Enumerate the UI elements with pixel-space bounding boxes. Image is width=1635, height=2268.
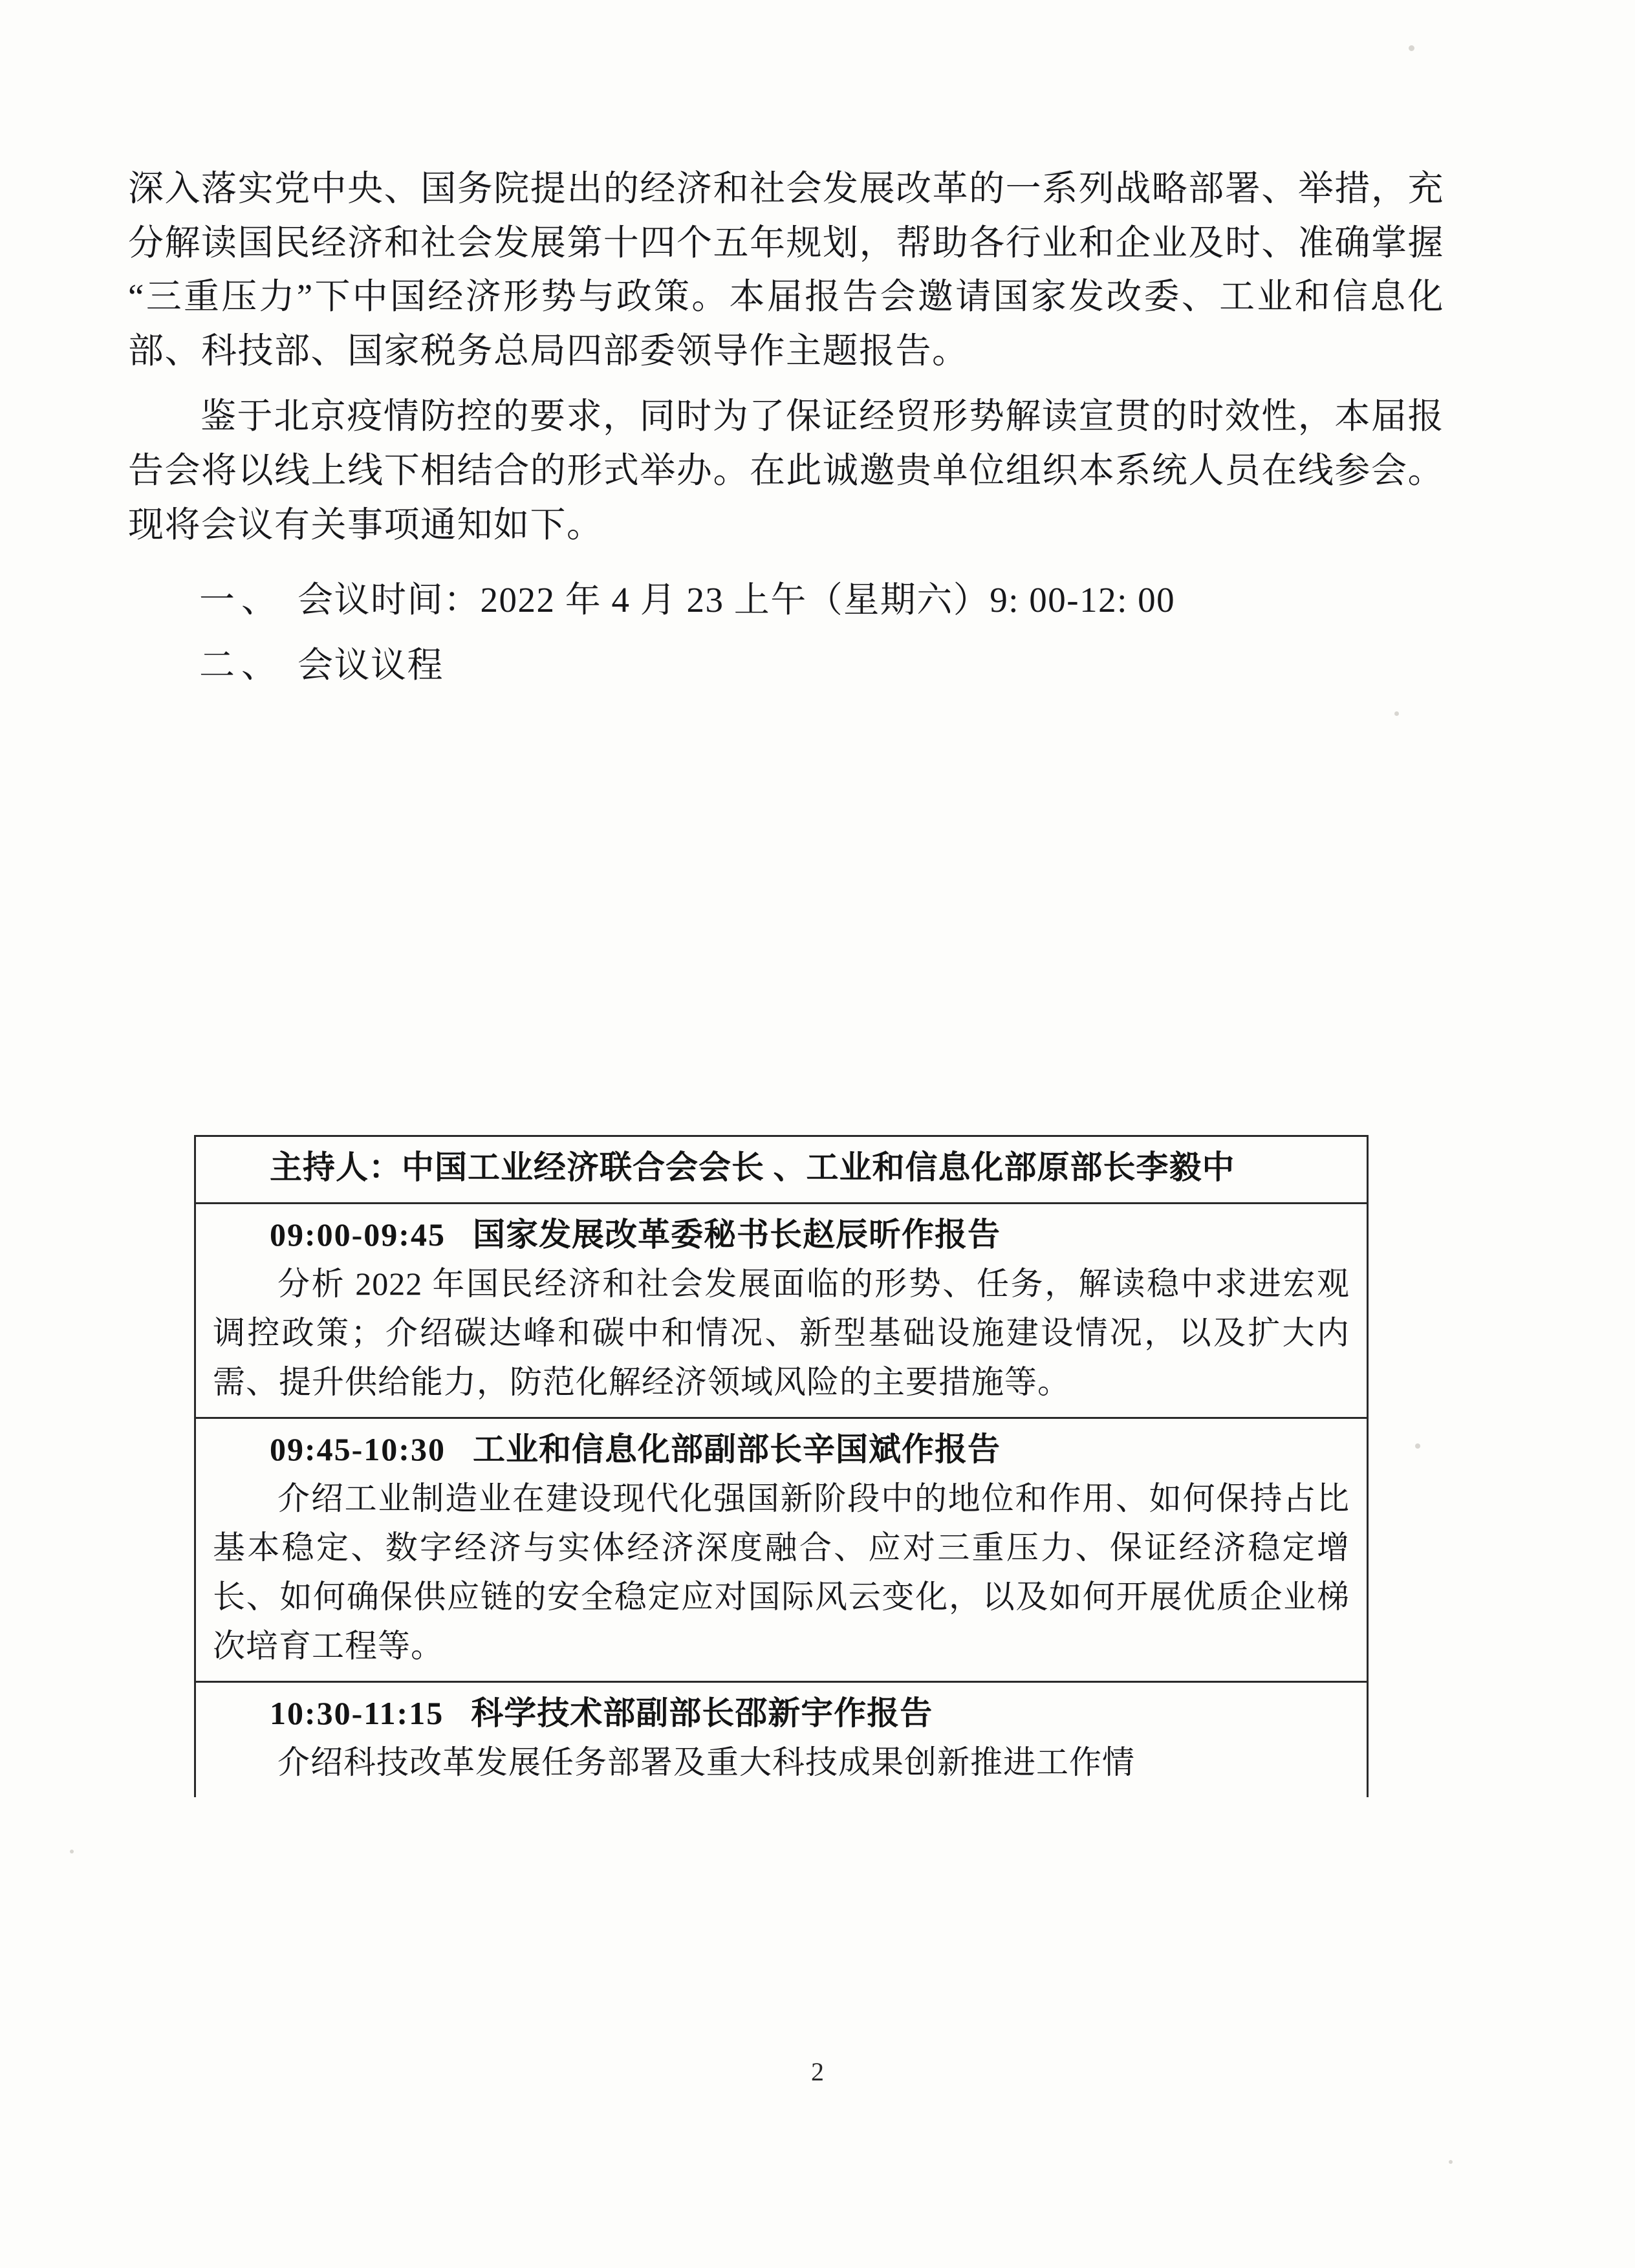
scan-speck (70, 1850, 74, 1853)
paragraph-notice: 鉴于北京疫情防控的要求，同时为了保证经贸形势解读宣贯的时效性，本届报告会将以线上线下相结合的形式举办。在此诚邀贵单位组织本系统人员在线参会。现将会议有关事项通知如下。 (128, 396, 1444, 545)
document-body (128, 162, 1444, 692)
scan-speck (1449, 2160, 1453, 2164)
agenda-session-title: 科学技术部副部长邵新宇作报告 (471, 1695, 933, 1731)
agenda-session-row (196, 1419, 1367, 1683)
list-item-label: 会议时间：2022 年 4 月 23 上午（星期六）9: 00-12: 00 (298, 580, 1176, 620)
paragraph-intro: 深入落实党中央、国务院提出的经济和社会发展改革的一系列战略部署、举措，充分解读国民经济和社会发展第十四个五年规划，帮助各行业和企业及时、准确掌握“三重压力”下中国经济形势与政策。本届报告会邀请国家发改委、工业和信息化部、科技部、国家税务总局四部委领导作主题报告。 (128, 169, 1444, 371)
agenda-host-label: 主持人：中国工业经济联合会会长 、工业和信息化部原部长李毅中 (270, 1149, 1235, 1185)
agenda-session-time: 09:45-10:30 (270, 1431, 446, 1467)
page-number: 2 (811, 2057, 824, 2086)
agenda-host-row (196, 1137, 1367, 1204)
agenda-session-time: 10:30-11:15 (270, 1695, 444, 1731)
agenda-session-heading (213, 1425, 1350, 1474)
agenda-session-heading (213, 1211, 1350, 1259)
list-item-meeting-agenda (128, 639, 1444, 693)
agenda-table (194, 1135, 1369, 1797)
list-item-number: 一、 (199, 580, 284, 620)
list-item-label: 会议议程 (298, 645, 444, 685)
agenda-session-title: 国家发展改革委秘书长赵辰昕作报告 (472, 1216, 1001, 1253)
agenda-session-heading (213, 1689, 1350, 1738)
list-item-number: 二、 (199, 645, 284, 685)
agenda-session-description: 介绍科技改革发展任务部署及重大科技成果创新推进工作情 (277, 1744, 1135, 1780)
agenda-session-title: 工业和信息化部副部长辛国斌作报告 (472, 1431, 1001, 1467)
scan-speck (1394, 711, 1399, 716)
scan-speck (1415, 1443, 1420, 1449)
agenda-session-row (196, 1204, 1367, 1419)
agenda-session-description: 介绍工业制造业在建设现代化强国新阶段中的地位和作用、如何保持占比基本稳定、数字经济与实体经济深度融合、应对三重压力、保证经济稳定增长、如何确保供应链的安全稳定应对国际风云变化，以及如何开展优质企业梯次培育工程等。 (213, 1480, 1350, 1664)
agenda-session-time: 09:00-09:45 (270, 1216, 446, 1253)
agenda-session-description: 分析 2022 年国民经济和社会发展面临的形势、任务，解读稳中求进宏观调控政策；介绍碳达峰和碳中和情况、新型基础设施建设情况，以及扩大内需、提升供给能力，防范化解经济领域风险的主要措施等。 (213, 1266, 1350, 1400)
agenda-session-row (196, 1683, 1367, 1797)
scan-speck (1409, 45, 1414, 51)
list-item-meeting-time (128, 574, 1444, 627)
